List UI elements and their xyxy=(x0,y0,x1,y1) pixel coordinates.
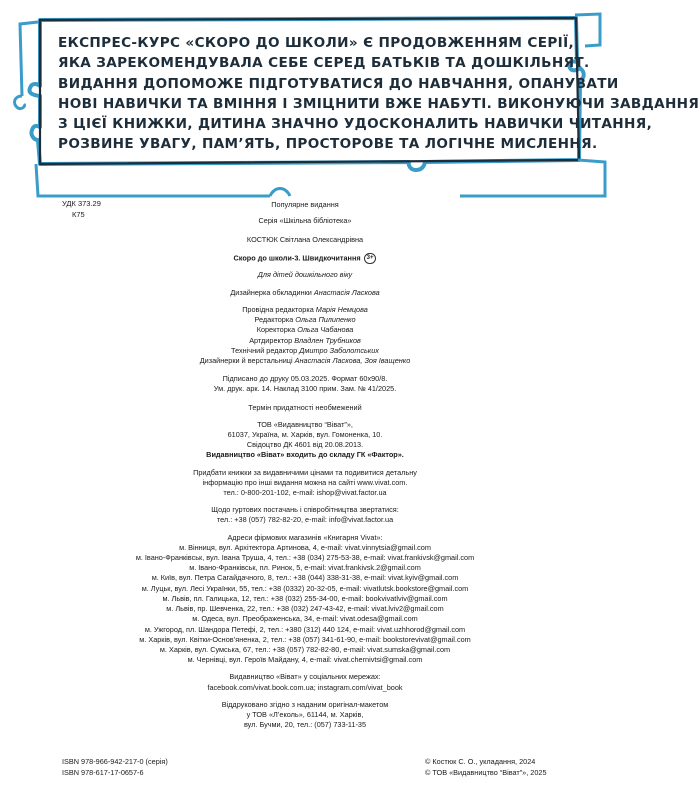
buy-info-2: інформацію про інші видання можна на сайті www.vivat.com. xyxy=(202,477,408,487)
intro-line: ЯКА ЗАРЕКОМЕНДУВАЛА СЕБЕ СЕРЕД БАТЬКІВ ТА ДОШКІЛЬНЯТ. xyxy=(58,55,590,72)
credit-layout: Дизайнерки й верстальниці Анастасія Ласкова, Зоя Іващенко xyxy=(199,356,411,366)
social-2: facebook.com/vivat.book.com.ua; instagram.com/vivat_book xyxy=(207,682,403,692)
copyright-author: © Костюк С. О., укладання, 2024 xyxy=(425,757,536,766)
group-info: Видавництво «Віват» входить до складу ГК «Фактор». xyxy=(206,450,404,460)
copyright-block xyxy=(425,756,547,778)
wholesale-2: тел.: +38 (057) 782-82-20, e-mail: info@vivat.factor.ua xyxy=(216,515,394,525)
store-address: м. Івано-Франківськ, вул. Івана Труша, 4, тел.: +38 (034) 275-53-38, e-mail: vivat.frankivsk@gmail.com xyxy=(135,553,475,563)
udc-code: К75 xyxy=(72,209,85,219)
popular-label: Популярне видання xyxy=(271,200,339,209)
printed-2: у ТОВ «Л’еколь», 61144, м. Харків, xyxy=(246,709,364,719)
store-address: м. Ужгород, пл. Шандора Петефі, 2, тел.: +380 (312) 440 124, e-mail: vivat.uzhhorod@gmail.com xyxy=(144,624,466,634)
intro-line: З ЦІЄЇ КНИЖКИ, ДИТИНА ЗНАЧНО УДОСКОНАЛИТЬ НАВИЧКИ ЧИТАННЯ, xyxy=(58,116,653,133)
imprint-block xyxy=(105,200,505,730)
publisher-1: ТОВ «Видавництво “Віват”», xyxy=(257,419,353,429)
author-name: КОСТЮК Світлана Олександрівна xyxy=(246,235,364,245)
credit-lead-editor: Провідна редакторка Марія Немцова xyxy=(242,305,368,315)
intro-text xyxy=(58,33,699,155)
printed-3: вул. Бучми, 20, тел.: (057) 733-11-35 xyxy=(243,720,367,730)
intro-line: РОЗВИНЕ УВАГУ, ПАМ’ЯТЬ, ПРОСТОРОВЕ ТА ЛОГІЧНЕ МИСЛЕННЯ. xyxy=(58,136,598,153)
credit-proofreader: Коректорка Ольга Чабанова xyxy=(256,325,354,335)
publisher-3: Свідоцтво ДК 4601 від 20.08.2013. xyxy=(246,440,364,450)
publisher-2: 61037, Україна, м. Харків, вул. Гомоненка, 10. xyxy=(227,430,383,440)
age-badge: 3+ xyxy=(364,253,377,264)
store-address: м. Львів, пл. Галицька, 12, тел.: +38 (032) 255-34-00, e-mail: bookvivatlviv@gmail.com xyxy=(162,593,448,603)
udc-block xyxy=(62,199,101,220)
copyright-publisher: © ТОВ «Видавництво “Віват”», 2025 xyxy=(425,768,547,777)
credit-cover-designer: Дизайнерка обкладинки Анастасія Ласкова xyxy=(230,287,380,297)
credit-tech-editor: Технічний редактор Дмитро Заболотських xyxy=(231,345,379,355)
print-info-2: Ум. друк. арк. 14. Наклад 3100 прим. Зам. № 41/2025. xyxy=(213,384,397,394)
intro-line: ВИДАННЯ ДОПОМОЖЕ ПІДГОТУВАТИСЯ ДО НАВЧАННЯ, ОПАНУВАТИ xyxy=(58,75,619,92)
store-address: м. Харків, вул. Квітки-Основ’яненка, 2, тел.: +38 (057) 341-61-90, e-mail: bookstorevivat@gmail.com xyxy=(139,634,471,644)
series-label: Серія «Шкільна бібліотека» xyxy=(258,216,352,226)
print-info-1: Підписано до друку 05.03.2025. Формат 60х90/8. xyxy=(222,374,388,384)
store-address: м. Чернівці, вул. Героїв Майдану, 4, e-mail: vivat.chernivtsi@gmail.com xyxy=(187,655,423,665)
store-address: м. Київ, вул. Петра Сагайдачного, 8, тел.: +38 (044) 338-31-38, e-mail: vivat.kyiv@gmail.com xyxy=(151,573,459,583)
store-address: м. Одеса, вул. Преображенська, 34, e-mail: vivat.odesa@gmail.com xyxy=(192,614,418,624)
credit-art-director: Артдиректор Владлен Трубников xyxy=(249,335,361,345)
credit-editor: Редакторка Ольга Пилипенко xyxy=(254,315,356,325)
isbn-block xyxy=(62,756,168,778)
title-line xyxy=(105,253,505,264)
social-1: Видавництво «Віват» у соціальних мережах: xyxy=(229,672,381,682)
store-address: м. Львів, пр. Шевченка, 22, тел.: +38 (032) 247-43-42, e-mail: vivat.lviv2@gmail.com xyxy=(166,604,444,614)
isbn-book: ISBN 978-617-17-0657-6 xyxy=(62,768,144,777)
store-address: м. Івано-Франківськ, пл. Ринок, 5, e-mail: vivat.frankivsk.2@gmail.com xyxy=(189,563,421,573)
buy-info-3: тел.: 0-800-201-102, e-mail: ishop@vivat.factor.ua xyxy=(223,488,387,498)
buy-info-1: Придбати книжки за видавничими цінами та подивитися детальну xyxy=(193,467,417,477)
isbn-series: ISBN 978-966-942-217-0 (серія) xyxy=(62,757,168,766)
shelf-life: Термін придатності необмежений xyxy=(248,402,362,412)
intro-line: ЕКСПРЕС-КУРС «СКОРО ДО ШКОЛИ» Є ПРОДОВЖЕННЯМ СЕРІЇ, xyxy=(58,35,574,51)
store-address: м. Луцьк, вул. Лесі Українки, 55, тел.: +38 (0332) 20-32-05, e-mail: vivatlutsk.bookstore@gmail.com xyxy=(141,583,469,593)
wholesale-1: Щодо гуртових постачань і співробітництва звертатися: xyxy=(211,505,399,515)
intro-line: НОВІ НАВИЧКИ ТА ВМІННЯ І ЗМІЦНИТИ ВЖЕ НАБУТІ. ВИКОНУЮЧИ ЗАВДАННЯ xyxy=(58,95,699,112)
store-address: м. Вінниця, вул. Архітектора Артинова, 4, e-mail: vivat.vinnytsia@gmail.com xyxy=(179,542,431,552)
audience-label: Для дітей дошкільного віку xyxy=(257,269,353,279)
printed-1: Віддруковано згідно з наданим оригінал-макетом xyxy=(221,699,389,709)
book-title: Скоро до школи-3. Швидкочитання xyxy=(233,253,361,263)
udc-number: УДК 373.29 xyxy=(62,199,101,208)
stores-title: Адреси фірмових магазинів «Книгарня Vivat»: xyxy=(227,532,383,542)
store-address: м. Харків, вул. Сумська, 67, тел.: +38 (057) 782-82-80, e-mail: vivat.sumska@gmail.com xyxy=(159,644,451,654)
